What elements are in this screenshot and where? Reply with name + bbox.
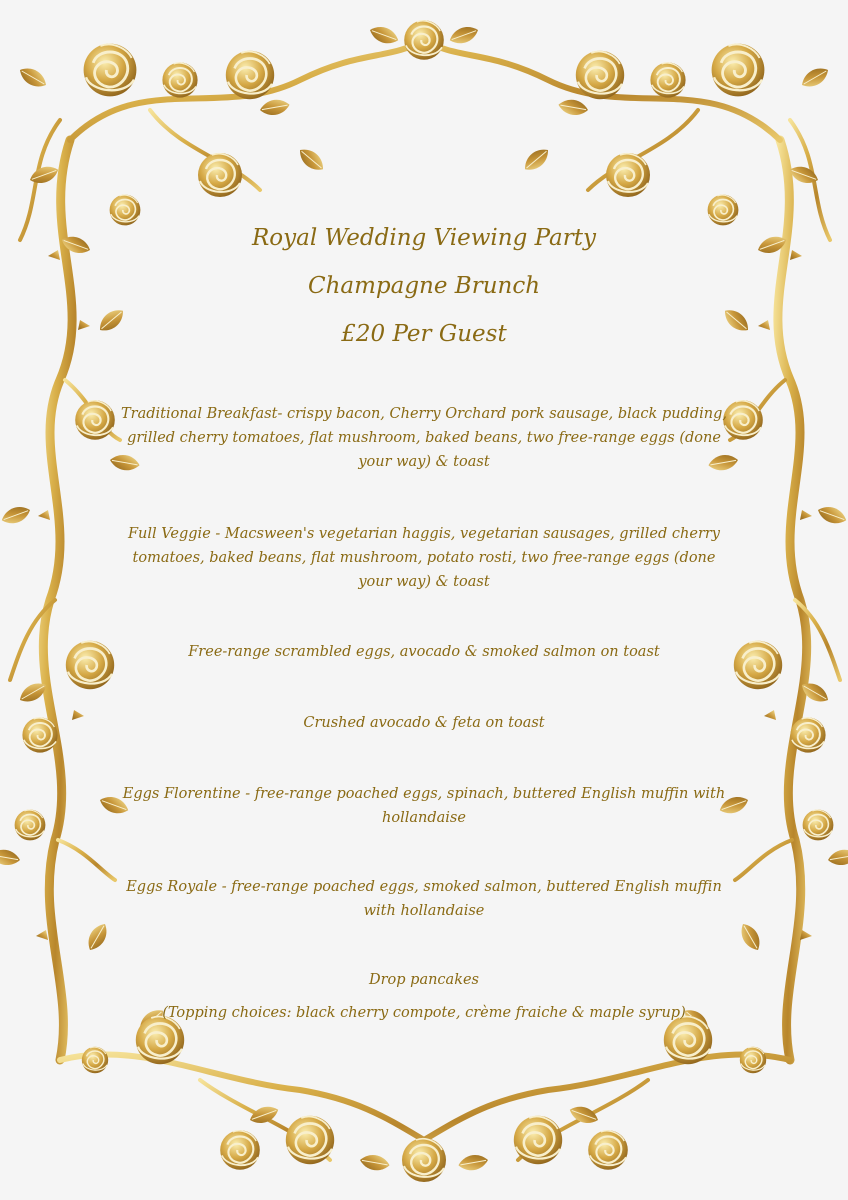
menu-content bbox=[120, 214, 728, 1025]
menu-items-list bbox=[120, 402, 728, 1025]
event-title: Royal Wedding Viewing Party bbox=[251, 225, 596, 251]
drop-pancakes-name: Drop pancakes bbox=[368, 972, 480, 988]
menu-item-drop-pancakes bbox=[120, 968, 728, 1025]
menu-item-crushed-avocado: Crushed avocado & feta on toast bbox=[303, 715, 545, 731]
menu-item-traditional-breakfast: Traditional Breakfast- crispy bacon, Cherry Orchard pork sausage, black pudding, grilled cherry tomatoes, flat mushroom, baked beans, two free-range eggs (done your way) & toast bbox=[120, 406, 727, 470]
pancake-topping-choices: (Topping choices: black cherry compote, crème fraiche & maple syrup) bbox=[162, 1005, 686, 1021]
price-per-guest: £20 Per Guest bbox=[341, 321, 507, 347]
menu-item-scrambled-eggs: Free-range scrambled eggs, avocado & smoked salmon on toast bbox=[188, 644, 660, 660]
menu-item-eggs-florentine: Eggs Florentine - free-range poached eggs, spinach, buttered English muffin with hollandaise bbox=[122, 786, 726, 826]
menu-item-full-veggie: Full Veggie - Macsween's vegetarian haggis, vegetarian sausages, grilled cherry tomatoes, baked beans, flat mushroom, potato rosti, two free-range eggs (done your way) & toast bbox=[127, 526, 720, 590]
menu-item-eggs-royale: Eggs Royale - free-range poached eggs, smoked salmon, buttered English muffin with hollandaise bbox=[126, 879, 722, 919]
menu-subtitle: Champagne Brunch bbox=[307, 273, 541, 299]
